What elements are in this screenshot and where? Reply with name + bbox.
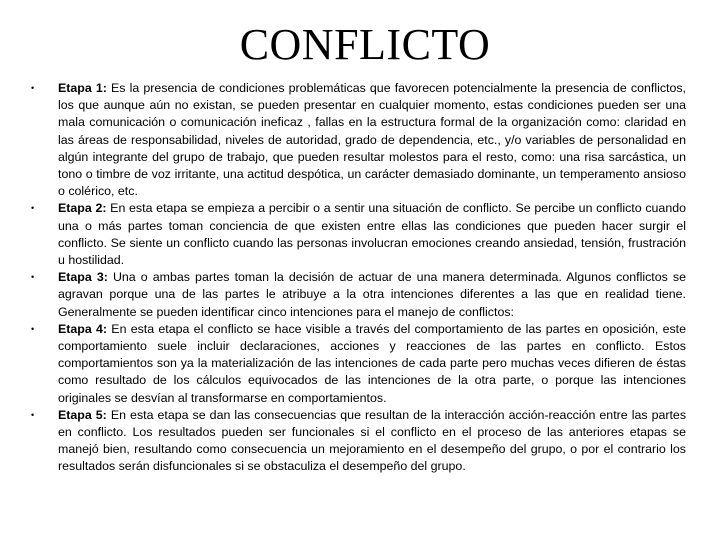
stage-label: Etapa 4: [58,321,108,336]
stage-text: En esta etapa el conflicto se hace visible a través del comportamiento de las partes en oposición, este comportamiento suele incluir declaraciones, acciones y reacciones de las partes en conflicto. Estos comportamientos son ya la materialización de las intenciones de cada parte pero muchas veces difieren de éstas como resultado de los cálculos equivocados de las intenciones de la otra parte, o porque las intenciones originales se desvían al transformarse en comportamientos. [58,321,686,405]
stage-text: En esta etapa se dan las consecuencias que resultan de la interacción acción-reacción entre las partes en conflicto. Los resultados pueden ser funcionales si el conflicto en el proceso de las anteriores etapas se manejó bien, resultando como consecuencia un mejoramiento en el desempeño del grupo, o por el contrario los resultados serán disfuncionales si se obstaculiza el desempeño del grupo. [58,407,687,474]
stage-label: Etapa 5: [58,407,107,422]
stage-text: En esta etapa se empieza a percibir o a sentir una situación de conflicto. Se percibe un conflicto cuando una o más partes toman conciencia de que existen entre ellas las condiciones que pueden hacer surgir el conflicto. Se siente un conflicto cuando las personas involucran emociones creando ansiedad, tensión, frustración u hostilidad. [58,201,686,268]
list-item-stage-2 [31,200,686,269]
stage-text: Es la presencia de condiciones problemáticas que favorecen potencialmente la presencia de conflictos, los que aunque aún no existan, se pueden presentar en cualquier momento, estas condiciones pueden ser una mala comunicación o comunicación ineficaz , fallas en la estructura formal de la organización como: claridad en las áreas de responsabilidad, niveles de autoridad, grado de dependencia, etc., y/o variables de personalidad en algún integrante del grupo de trabajo, que pueden resultar molestos para el resto, como: una risa sarcástica, un tono o timbre de voz irritante, una actitud despótica, un carácter demasiado dominante, un temperamento ansioso o colérico, etc. [58,81,686,199]
stages-list [31,80,687,476]
stage-label: Etapa 1: [58,81,107,95]
list-item-stage-5 [31,407,687,476]
list-item-stage-1 [31,80,686,200]
stage-label: Etapa 3: [58,270,108,285]
bullet-icon: • [31,272,35,283]
stage-text: Una o ambas partes toman la decisión de actuar de una manera determinada. Algunos conflictos se agravan porque una de las partes le atribuye a la otra intenciones diferentes a las que en realidad tiene. Generalmente se pueden identificar cinco intenciones para el manejo de conflictos: [58,270,686,319]
stage-label: Etapa 2: [58,201,107,216]
bullet-icon: • [31,203,35,214]
slide-title: CONFLICTO [239,20,491,69]
list-item-stage-3 [31,269,686,321]
bullet-icon: • [31,409,35,420]
bullet-icon: • [31,83,35,93]
bullet-icon: • [31,323,35,334]
list-item-stage-4 [31,321,686,407]
